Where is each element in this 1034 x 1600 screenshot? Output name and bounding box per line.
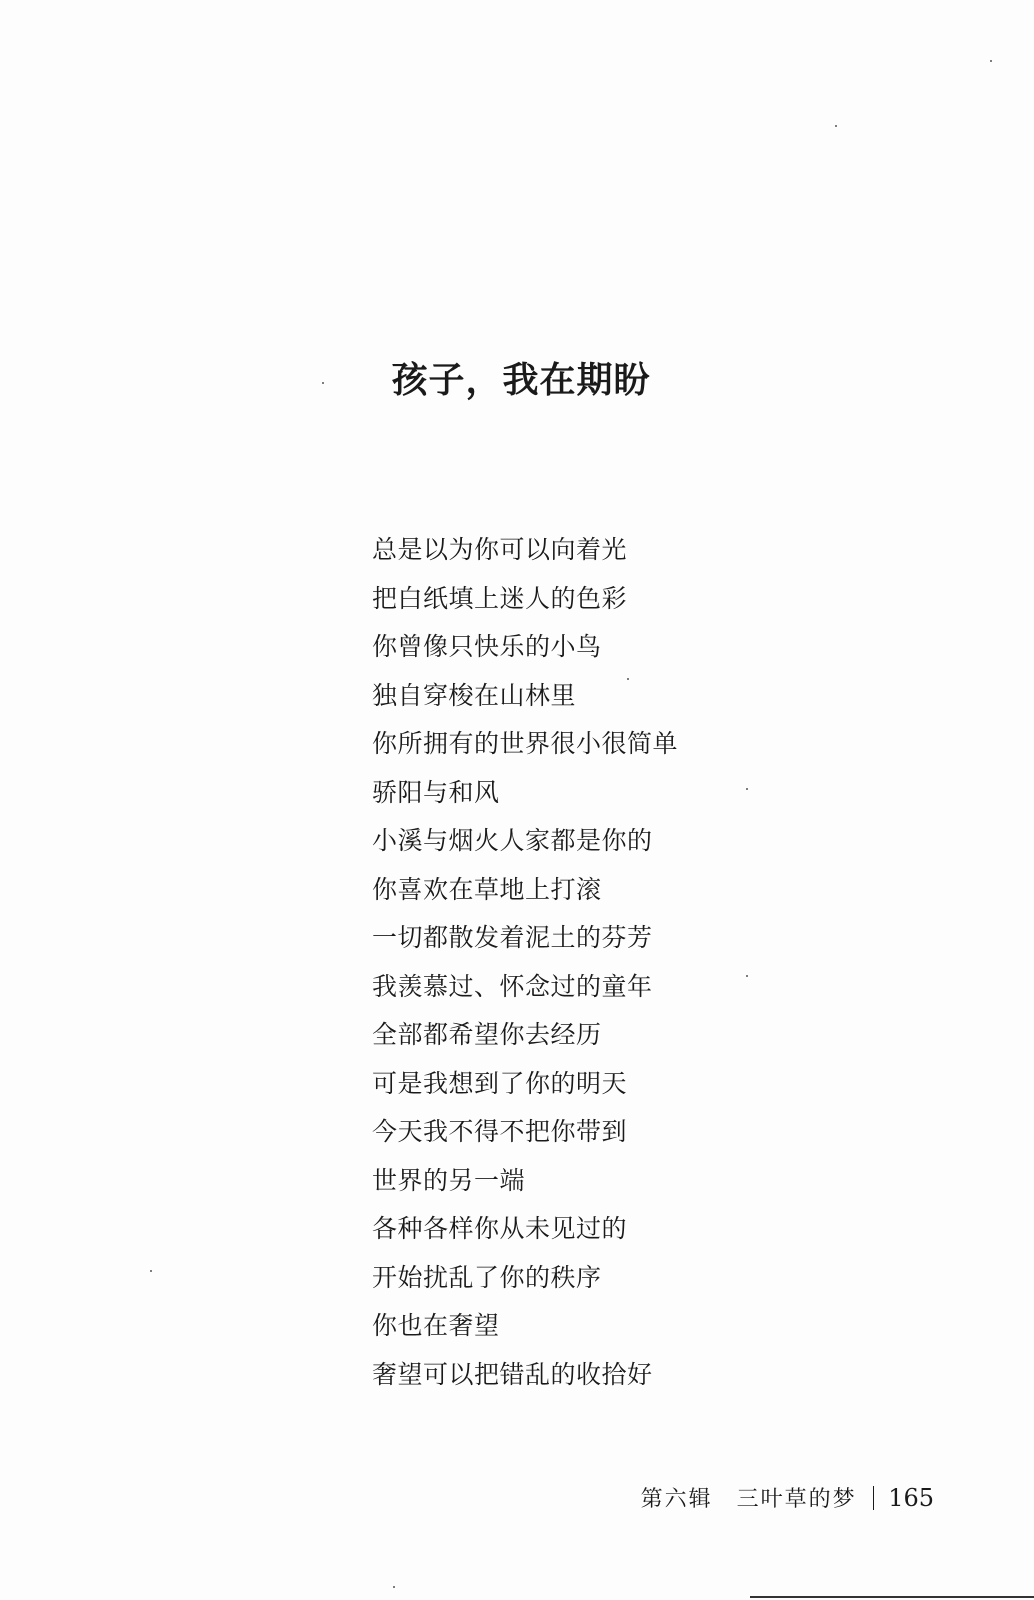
chapter-label: 第六辑 三叶草的梦 (640, 1487, 857, 1512)
poem-line: 开始扰乱了你的秩序 (372, 1262, 602, 1292)
poem-line: 独自穿梭在山林里 (372, 680, 577, 710)
poem-line: 我羡慕过、怀念过的童年 (372, 971, 653, 1001)
poem-line: 骄阳与和风 (372, 777, 500, 807)
poem-line: 可是我想到了你的明天 (372, 1068, 628, 1098)
poem-line: 全部都希望你去经历 (372, 1020, 602, 1049)
poem-line: 世界的另一端 (372, 1165, 526, 1195)
poem-line: 你也在奢望 (372, 1311, 500, 1340)
poem-title: 孩子，我在期盼 (391, 359, 651, 401)
poem-body (372, 526, 678, 1399)
poem-line: 总是以为你可以向着光 (372, 535, 628, 564)
poem-line: 各种各样你从未见过的 (372, 1214, 628, 1243)
footer-divider (873, 1486, 875, 1510)
running-footer (641, 1482, 934, 1513)
poem-line: 把白纸填上迷人的色彩 (372, 583, 628, 613)
poem-line: 今天我不得不把你带到 (372, 1117, 628, 1146)
scan-edge-line (750, 1596, 1034, 1598)
poem-line: 小溪与烟火人家都是你的 (372, 826, 653, 855)
poem-line: 你曾像只快乐的小鸟 (372, 632, 602, 661)
poem-line: 你所拥有的世界很小很简单 (372, 729, 679, 758)
poem-line: 你喜欢在草地上打滚 (372, 874, 602, 904)
poem-line: 一切都散发着泥土的芬芳 (372, 923, 653, 952)
poem-line: 奢望可以把错乱的收拾好 (372, 1359, 653, 1389)
page-number: 165 (888, 1483, 934, 1512)
